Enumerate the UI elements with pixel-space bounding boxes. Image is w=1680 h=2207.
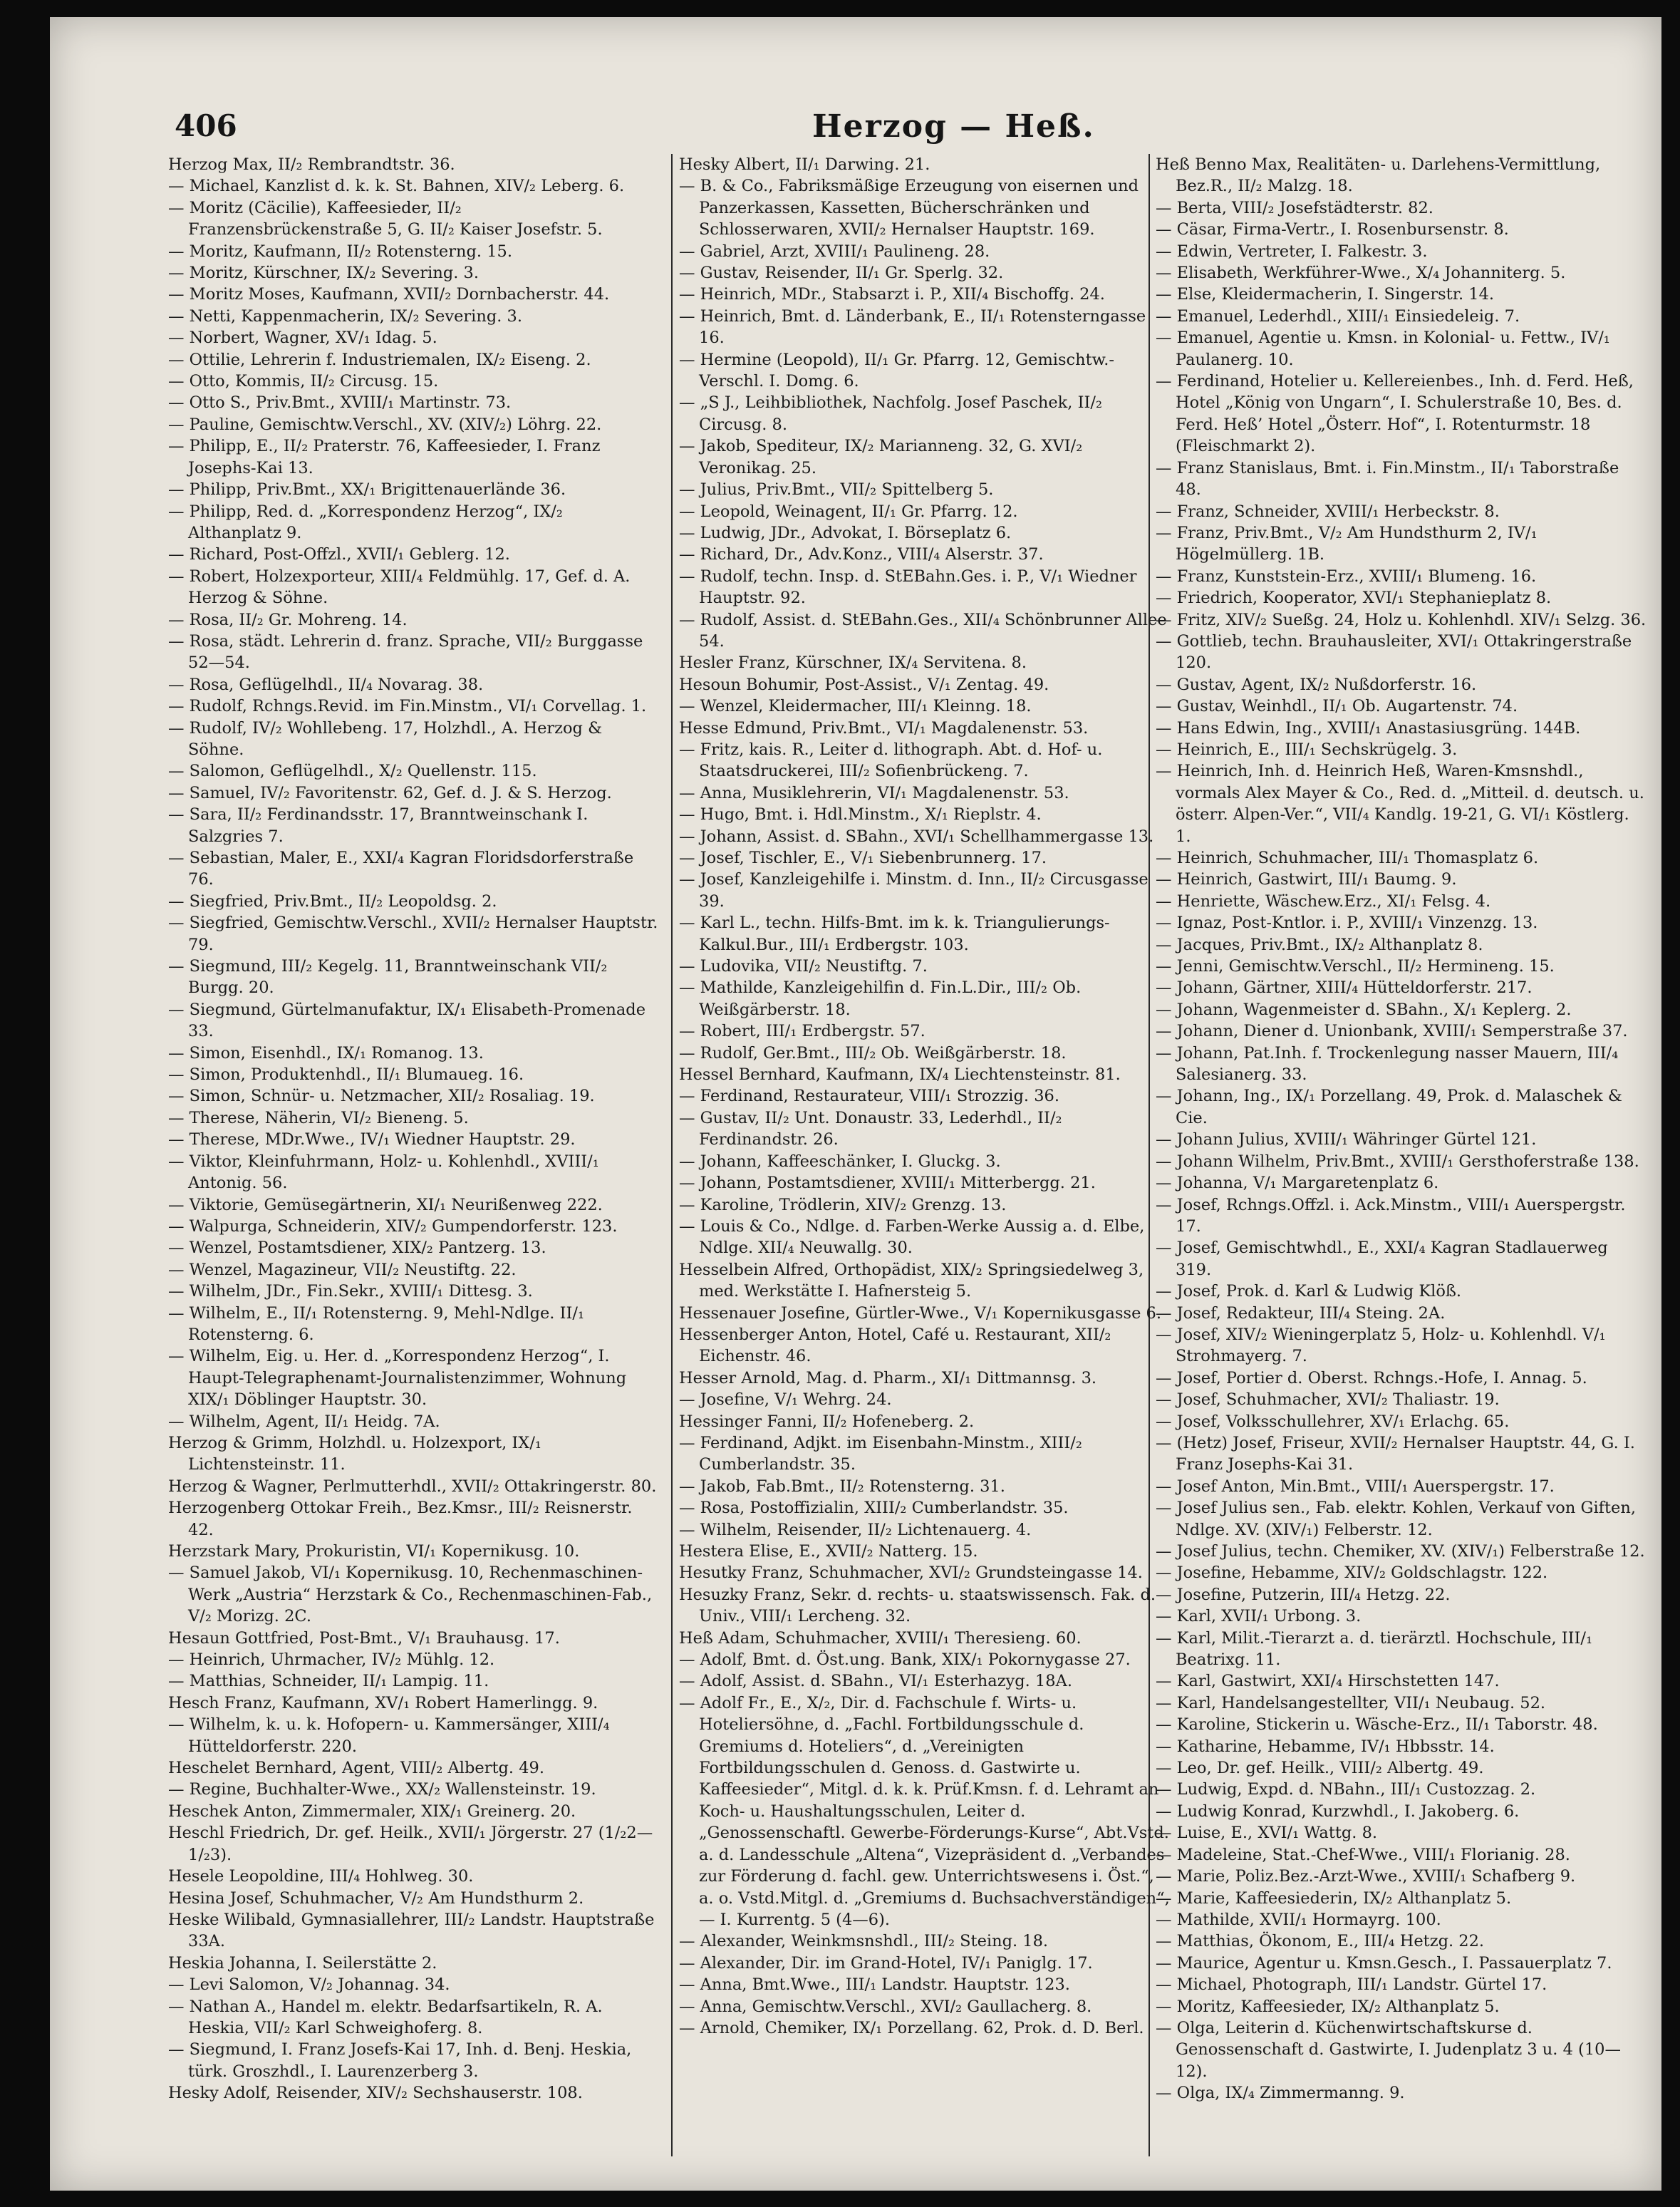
directory-entry: — Gabriel, Arzt, XVIII/₁ Paulineng. 28.: [679, 242, 990, 261]
directory-entry: — Regine, Buchhalter-Wwe., XX/₂ Wallensteinstr. 19.: [168, 1780, 596, 1799]
directory-entry: — Nathan A., Handel m. elektr. Bedarfsartikeln, R. A. Heskia, VII/₂ Karl Schweighoferg. 8.: [168, 1997, 603, 2037]
directory-entry: — Alexander, Dir. im Grand-Hotel, IV/₁ Paniglg. 17.: [679, 1953, 1093, 1973]
directory-entry: — Marie, Poliz.Bez.-Arzt-Wwe., XVIII/₁ Schafberg 9.: [1156, 1867, 1576, 1886]
directory-entry: — Rudolf, Assist. d. StEBahn.Ges., XII/₄ Schönbrunner Allee 54.: [679, 610, 1167, 651]
directory-entry: Herzogenberg Ottokar Freih., Bez.Kmsr., III/₂ Reisnerstr. 42.: [168, 1499, 633, 1539]
directory-entry: — Adolf Fr., E., X/₂, Dir. d. Fachschule f. Wirts- u. Hoteliersöhne, d. „Fachl. Fortbildungsschule d. Gremiums d. Hoteliers“, d. „Vereinigten Fortbildungsschulen d. Genoss. d. Gastwirte u. Kaffeesieder“, Mitgl. d. k. k. Prüf.Kmsn. f. d. Lehramt an Koch- u. Haushaltungsschulen, Leiter d. „Genossenschaftl. Gewerbe-Förderungs-Kurse“, Abt.Vstd. a. d. Landesschule „Altena“, Vizepräsident d. „Verbandes zur Förderung d. fachl. gew. Unterrichtswesens i. Öst.“, a. o. Vstd.Mitgl. d. „Gremiums d. Buchsachverständigen“, — I. Kurrentg. 5 (4—6).: [679, 1693, 1170, 1929]
directory-entry: — Johann, Assist. d. SBahn., XVI/₁ Schellhammergasse 13.: [679, 827, 1154, 846]
directory-entry: — Otto, Kommis, II/₂ Circusg. 15.: [168, 372, 439, 391]
directory-entry: — Fritz, XIV/₂ Sueßg. 24, Holz u. Kohlenhdl. XIV/₁ Selzg. 36.: [1156, 610, 1647, 629]
directory-entry: Heschelet Bernhard, Agent, VIII/₂ Albertg. 49.: [168, 1759, 544, 1778]
directory-entry: — Katharine, Hebamme, IV/₁ Hbbsstr. 14.: [1156, 1737, 1495, 1756]
directory-entry: Hesler Franz, Kürschner, IX/₄ Servitena. 8.: [679, 653, 1027, 673]
directory-entry: — Johann Wilhelm, Priv.Bmt., XVIII/₁ Gersthoferstraße 138.: [1156, 1152, 1639, 1171]
directory-entry: — Hugo, Bmt. i. Hdl.Minstm., X/₁ Rieplstr. 4.: [679, 805, 1042, 825]
directory-entry: — Hans Edwin, Ing., XVIII/₁ Anastasiusgrüng. 144B.: [1156, 718, 1581, 738]
directory-entry: — Karl, XVII/₁ Urbong. 3.: [1156, 1607, 1362, 1626]
directory-entry: — Josef, Tischler, E., V/₁ Siebenbrunnerg. 17.: [679, 849, 1047, 867]
directory-entry: Herzog Max, II/₂ Rembrandtstr. 36.: [168, 155, 455, 174]
directory-entry: — Siegmund, Gürtelmanufaktur, IX/₁ Elisabeth-Promenade 33.: [168, 1000, 646, 1041]
directory-entry: — Josef Julius, techn. Chemiker, XV. (XIV/₁) Felberstraße 12.: [1156, 1542, 1645, 1561]
directory-entry: — Johann, Gärtner, XIII/₄ Hütteldorferstr. 217.: [1156, 978, 1533, 998]
directory-entry: — Franz, Priv.Bmt., V/₂ Am Hundsthurm 2, IV/₁ Högelmüllerg. 1B.: [1156, 523, 1538, 564]
directory-entry: — Arnold, Chemiker, IX/₁ Porzellang. 62, Prok. d. D. Berl.: [679, 2018, 1144, 2037]
column-2: [679, 154, 1171, 2156]
directory-entry: — Anna, Musiklehrerin, VI/₁ Magdalenenstr. 53.: [679, 783, 1069, 802]
directory-entry: — Anna, Gemischtw.Verschl., XVI/₂ Gaullacherg. 8.: [679, 1997, 1092, 2016]
directory-entry: — Ludwig, Expd. d. NBahn., III/₁ Custozzag. 2.: [1156, 1780, 1536, 1799]
directory-entry: — Karl, Milit.-Tierarzt a. d. tierärztl. Hochschule, III/₁ Beatrixg. 11.: [1156, 1628, 1593, 1670]
directory-entry: — Moritz, Kaufmann, II/₂ Rotensterng. 15.: [168, 242, 512, 261]
directory-entry: — Ludovika, VII/₂ Neustiftg. 7.: [679, 957, 928, 976]
directory-entry: — Wilhelm, JDr., Fin.Sekr., XVIII/₁ Dittesg. 3.: [168, 1282, 533, 1301]
page-number: 406: [175, 108, 237, 143]
directory-entry: — Rosa, städt. Lehrerin d. franz. Sprache, VII/₂ Burggasse 52—54.: [168, 631, 643, 673]
directory-entry: — Rudolf, IV/₂ Wohllebeng. 17, Holzhdl., A. Herzog & Söhne.: [168, 718, 603, 759]
directory-entry: — Alexander, Weinkmsnshdl., III/₂ Steing. 18.: [679, 1932, 1049, 1951]
directory-entry: — Mathilde, Kanzleigehilfin d. Fin.L.Dir., III/₂ Ob. Weißgärberstr. 18.: [679, 978, 1082, 1019]
directory-entry: — Josef, Schuhmacher, XVI/₂ Thaliastr. 19.: [1156, 1390, 1500, 1410]
directory-entry: — Josefine, Hebamme, XIV/₂ Goldschlagstr. 122.: [1156, 1563, 1548, 1583]
directory-entry: — Gottlieb, techn. Brauhausleiter, XVI/₁ Ottakringerstraße 120.: [1156, 631, 1632, 673]
column-1: [168, 154, 660, 2156]
directory-entry: — Ferdinand, Hotelier u. Kellereienbes., Inh. d. Ferd. Heß, Hotel „König von Ungarn“, I. Schulerstraße 10, Bes. d. Ferd. Heß’ Hotel „Österr. Hof“, I. Rotenturmstr. 18 (Fleischmarkt 2).: [1156, 372, 1634, 456]
directory-entry: — Heinrich, Gastwirt, III/₁ Baumg. 9.: [1156, 870, 1457, 889]
directory-entry: — Josef, XIV/₂ Wieningerplatz 5, Holz- u. Kohlenhdl. V/₁ Strohmayerg. 7.: [1156, 1325, 1606, 1366]
directory-entry: — Sara, II/₂ Ferdinandsstr. 17, Branntweinschank I. Salzgries 7.: [168, 805, 588, 846]
directory-entry: — Josef, Prok. d. Karl & Ludwig Klöß.: [1156, 1282, 1462, 1301]
directory-entry: Hesser Arnold, Mag. d. Pharm., XI/₁ Dittmannsg. 3.: [679, 1368, 1097, 1387]
directory-entry: Heschl Friedrich, Dr. gef. Heilk., XVII/₁ Jörgerstr. 27 (1/₂2—1/₂3).: [168, 1824, 653, 1864]
directory-entry: Heske Wilibald, Gymnasiallehrer, III/₂ Landstr. Hauptstraße 33A.: [168, 1910, 655, 1951]
directory-entry: — Franz, Kunststein-Erz., XVIII/₁ Blumeng. 16.: [1156, 567, 1537, 586]
directory-entry: — „S J., Leihbibliothek, Nachfolg. Josef Paschek, II/₂ Circusg. 8.: [679, 393, 1102, 434]
directory-entry: — Karl, Handelsangestellter, VII/₁ Neubaug. 52.: [1156, 1693, 1546, 1712]
directory-entry: — Cäsar, Firma-Vertr., I. Rosenbursenstr. 8.: [1156, 220, 1509, 239]
directory-entry: Heschek Anton, Zimmermaler, XIX/₁ Greinerg. 20.: [168, 1802, 576, 1821]
directory-entry: — Hermine (Leopold), II/₁ Gr. Pfarrg. 12, Gemischtw.-Verschl. I. Domg. 6.: [679, 350, 1115, 391]
directory-entry: — Luise, E., XVI/₁ Wattg. 8.: [1156, 1824, 1378, 1843]
directory-entry: — Mathilde, XVII/₁ Hormayrg. 100.: [1156, 1910, 1441, 1929]
directory-entry: — Ottilie, Lehrerin f. Industriemalen, IX/₂ Eiseng. 2.: [168, 350, 591, 369]
directory-entry: Hessenauer Josefine, Gürtler-Wwe., V/₁ Kopernikusgasse 6.: [679, 1303, 1161, 1323]
directory-entry: — Josef, Portier d. Oberst. Rchngs.-Hofe, I. Annag. 5.: [1156, 1368, 1587, 1387]
directory-entry: — Salomon, Geflügelhdl., X/₂ Quellenstr. 115.: [168, 762, 537, 781]
directory-entry: — Heinrich, Bmt. d. Länderbank, E., II/₁ Rotensterngasse 16.: [679, 306, 1146, 348]
directory-entry: Hesch Franz, Kaufmann, XV/₁ Robert Hamerlingg. 9.: [168, 1693, 598, 1712]
directory-entry: — Gustav, II/₂ Unt. Donaustr. 33, Lederhdl., II/₂ Ferdinandstr. 26.: [679, 1108, 1062, 1149]
directory-entry: — Jenni, Gemischtw.Verschl., II/₂ Hermineng. 15.: [1156, 957, 1555, 976]
directory-entry: — Heinrich, E., III/₁ Sechskrügelg. 3.: [1156, 740, 1458, 759]
directory-entry: — Fritz, kais. R., Leiter d. lithograph. Abt. d. Hof- u. Staatsdruckerei, III/₂ Sofienbrückeng. 7.: [679, 740, 1103, 781]
directory-entry: — Wilhelm, Reisender, II/₂ Lichtenauerg. 4.: [679, 1520, 1032, 1539]
directory-entry: — Josef, Volksschullehrer, XV/₁ Erlachg. 65.: [1156, 1412, 1510, 1431]
directory-entry: — Philipp, Priv.Bmt., XX/₁ Brigittenauerlände 36.: [168, 480, 566, 500]
directory-entry: — Rudolf, techn. Insp. d. StEBahn.Ges. i. P., V/₁ Wiedner Hauptstr. 92.: [679, 567, 1137, 608]
directory-entry: — Siegfried, Priv.Bmt., II/₂ Leopoldsg. 2.: [168, 891, 497, 911]
directory-entry: Hesoun Bohumir, Post-Assist., V/₁ Zentag. 49.: [679, 675, 1049, 694]
directory-entry: — Rudolf, Rchngs.Revid. im Fin.Minstm., VI/₁ Corvellag. 1.: [168, 697, 647, 716]
directory-entry: — Heinrich, Uhrmacher, IV/₂ Mühlg. 12.: [168, 1650, 495, 1670]
directory-entry: — Otto S., Priv.Bmt., XVIII/₁ Martinstr. 73.: [168, 393, 512, 413]
directory-entry: — Therese, MDr.Wwe., IV/₁ Wiedner Hauptstr. 29.: [168, 1130, 576, 1149]
directory-entry: — Karl L., techn. Hilfs-Bmt. im k. k. Triangulierungs-Kalkul.Bur., III/₁ Erdbergstr. 103.: [679, 914, 1110, 954]
directory-entry: — Johann Julius, XVIII/₁ Währinger Gürtel 121.: [1156, 1130, 1537, 1149]
directory-entry: — Ferdinand, Adjkt. im Eisenbahn-Minstm., XIII/₂ Cumberlandstr. 35.: [679, 1433, 1082, 1474]
directory-entry: — Robert, Holzexporteur, XIII/₄ Feldmühlg. 17, Gef. d. A. Herzog & Söhne.: [168, 567, 631, 608]
directory-entry: — Simon, Eisenhdl., IX/₁ Romanog. 13.: [168, 1043, 484, 1063]
directory-entry: — B. & Co., Fabriksmäßige Erzeugung von eisernen und Panzerkassen, Kassetten, Bücherschränken und Schlosserwaren, XVII/₂ Hernalser Hauptstr. 169.: [679, 177, 1139, 239]
directory-entry: — Wenzel, Kleidermacher, III/₁ Kleinng. 18.: [679, 697, 1032, 716]
directory-entry: — Adolf, Assist. d. SBahn., VI/₁ Esterhazyg. 18A.: [679, 1672, 1072, 1691]
directory-entry: — Franz, Schneider, XVIII/₁ Herbeckstr. 8.: [1156, 502, 1500, 521]
directory-entry: — Gustav, Reisender, II/₁ Gr. Sperlg. 32.: [679, 264, 1004, 283]
directory-entry: — Moritz (Cäcilie), Kaffeesieder, II/₂ Franzensbrückenstraße 5, G. II/₂ Kaiser Josefstr. 5.: [168, 198, 603, 239]
directory-entry: — Henriette, Wäschew.Erz., XI/₁ Felsg. 4.: [1156, 891, 1491, 911]
directory-entry: — Walpurga, Schneiderin, XIV/₂ Gumpendorferstr. 123.: [168, 1216, 618, 1236]
directory-entry: Hesky Adolf, Reisender, XIV/₂ Sechshauserstr. 108.: [168, 2084, 583, 2103]
directory-entry: — Johann, Ing., IX/₁ Porzellang. 49, Prok. d. Malaschek & Cie.: [1156, 1087, 1622, 1127]
directory-entry: — Heinrich, Inh. d. Heinrich Heß, Waren-Kmsnshdl., vormals Alex Mayer & Co., Red. d. „Mitteil. d. deutsch. u. österr. Alpen-Ver.“, VII/₄ Kandlg. 19-21, G. VI/₁ Köstlerg. 1.: [1156, 762, 1644, 846]
directory-entry: — Josef, Gemischtwhdl., E., XXI/₄ Kagran Stadlauerweg 319.: [1156, 1239, 1608, 1279]
directory-entry: — Ludwig Konrad, Kurzwhdl., I. Jakoberg. 6.: [1156, 1802, 1520, 1821]
directory-entry: — Else, Kleidermacherin, I. Singerstr. 14.: [1156, 285, 1495, 304]
directory-entry: — Wenzel, Magazineur, VII/₂ Neustiftg. 22.: [168, 1260, 517, 1279]
directory-entry: Heß Adam, Schuhmacher, XVIII/₁ Theresieng. 60.: [679, 1628, 1082, 1648]
directory-entry: Hesutky Franz, Schuhmacher, XVI/₂ Grundsteingasse 14.: [679, 1563, 1143, 1583]
directory-entry: — Netti, Kappenmacherin, IX/₂ Severing. 3.: [168, 306, 523, 326]
directory-entry: Hesky Albert, II/₁ Darwing. 21.: [679, 155, 930, 174]
directory-entry: — Johann, Wagenmeister d. SBahn., X/₁ Keplerg. 2.: [1156, 1000, 1572, 1019]
directory-entry: — Gustav, Agent, IX/₂ Nußdorferstr. 16.: [1156, 675, 1477, 694]
directory-entry: Hesaun Gottfried, Post-Bmt., V/₁ Brauhausg. 17.: [168, 1628, 560, 1648]
directory-entry: Heß Benno Max, Realitäten- u. Darlehens-Vermittlung, Bez.R., II/₂ Malzg. 18.: [1156, 155, 1601, 196]
directory-entry: — Michael, Photograph, III/₁ Landstr. Gürtel 17.: [1156, 1975, 1547, 1995]
directory-entry: — Simon, Schnür- u. Netzmacher, XII/₂ Rosaliag. 19.: [168, 1087, 595, 1106]
directory-entry: — Levi Salomon, V/₂ Johannag. 34.: [168, 1975, 450, 1995]
directory-entry: — Emanuel, Agentie u. Kmsn. in Kolonial- u. Fettw., IV/₁ Paulanerg. 10.: [1156, 329, 1610, 369]
directory-entry: — Olga, Leiterin d. Küchenwirtschaftskurse d. Genossenschaft d. Gastwirte, I. Judenplatz 3 u. 4 (10—12).: [1156, 2018, 1621, 2081]
directory-entry: — Leo, Dr. gef. Heilk., VIII/₂ Albertg. 49.: [1156, 1759, 1484, 1778]
directory-entry: — Wilhelm, Eig. u. Her. d. „Korrespondenz Herzog“, I. Haupt-Telegraphenamt-Journalistenzimmer, Wohnung XIX/₁ Döblinger Hauptstr. 30.: [168, 1347, 627, 1410]
directory-entry: — Rosa, Postoffizialin, XIII/₂ Cumberlandstr. 35.: [679, 1499, 1069, 1518]
directory-entry: — Moritz Moses, Kaufmann, XVII/₂ Dornbacherstr. 44.: [168, 285, 610, 304]
directory-entry: — Josef Anton, Min.Bmt., VIII/₁ Auerspergstr. 17.: [1156, 1477, 1555, 1496]
directory-entry: — Karoline, Stickerin u. Wäsche-Erz., II/₁ Taborstr. 48.: [1156, 1715, 1598, 1735]
directory-entry: — Olga, IX/₄ Zimmermanng. 9.: [1156, 2084, 1405, 2103]
directory-entry: — Johann, Pat.Inh. f. Trockenlegung nasser Mauern, III/₄ Salesianerg. 33.: [1156, 1043, 1619, 1085]
directory-entry: — Moritz, Kürschner, IX/₂ Severing. 3.: [168, 264, 479, 283]
directory-entry: — Viktor, Kleinfuhrmann, Holz- u. Kohlenhdl., XVIII/₁ Antonig. 56.: [168, 1152, 599, 1193]
directory-entry: Hesele Leopoldine, III/₄ Hohlweg. 30.: [168, 1867, 474, 1886]
directory-entry: — Heinrich, Schuhmacher, III/₁ Thomasplatz 6.: [1156, 849, 1539, 867]
directory-entry: — Josef Julius sen., Fab. elektr. Kohlen, Verkauf von Giften, Ndlge. XV. (XIV/₁) Felberstr. 12.: [1156, 1499, 1636, 1539]
directory-entry: — Rosa, II/₂ Gr. Mohreng. 14.: [168, 610, 408, 629]
directory-entry: — Josefine, V/₁ Wehrg. 24.: [679, 1390, 892, 1410]
directory-entry: — Wenzel, Postamtsdiener, XIX/₂ Pantzerg. 13.: [168, 1239, 546, 1258]
directory-entry: — Ferdinand, Restaurateur, VIII/₁ Strozzig. 36.: [679, 1087, 1059, 1106]
running-title: Herzog — Heß.: [812, 108, 1095, 145]
directory-entry: — Franz Stanislaus, Bmt. i. Fin.Minstm., II/₁ Taborstraße 48.: [1156, 458, 1619, 500]
directory-entry: — Richard, Dr., Adv.Konz., VIII/₄ Alserstr. 37.: [679, 545, 1044, 564]
directory-entry: — Josef, Rchngs.Offzl. i. Ack.Minstm., VIII/₁ Auerspergstr. 17.: [1156, 1195, 1626, 1236]
directory-entry: — Karl, Gastwirt, XXI/₄ Hirschstetten 147.: [1156, 1672, 1500, 1691]
directory-entry: Hesina Josef, Schuhmacher, V/₂ Am Hundsthurm 2.: [168, 1888, 584, 1908]
directory-entry: — Michael, Kanzlist d. k. k. St. Bahnen, XIV/₂ Leberg. 6.: [168, 177, 625, 196]
directory-entry: — Ludwig, JDr., Advokat, I. Börseplatz 6.: [679, 523, 1012, 542]
directory-entry: — Moritz, Kaffeesieder, IX/₂ Althanplatz 5.: [1156, 1997, 1500, 2016]
directory-entry: — Marie, Kaffeesiederin, IX/₂ Althanplatz 5.: [1156, 1888, 1512, 1908]
column-3: [1156, 154, 1647, 2156]
directory-entry: — Philipp, E., II/₂ Praterstr. 76, Kaffeesieder, I. Franz Josephs-Kai 13.: [168, 437, 601, 477]
directory-entry: — Wilhelm, E., II/₁ Rotensterng. 9, Mehl-Ndlge. II/₁ Rotensterng. 6.: [168, 1303, 584, 1344]
directory-entry: — Sebastian, Maler, E., XXI/₄ Kagran Floridsdorferstraße 76.: [168, 849, 634, 889]
directory-entry: — Siegfried, Gemischtw.Verschl., XVII/₂ Hernalser Hauptstr. 79.: [168, 914, 658, 954]
directory-entry: — Josefine, Putzerin, III/₄ Hetzg. 22.: [1156, 1585, 1451, 1604]
directory-entry: — Elisabeth, Werkführer-Wwe., X/₄ Johanniterg. 5.: [1156, 264, 1566, 283]
directory-entry: — Madeleine, Stat.-Chef-Wwe., VIII/₁ Florianig. 28.: [1156, 1845, 1570, 1864]
directory-entry: — Louis & Co., Ndlge. d. Farben-Werke Aussig a. d. Elbe, Ndlge. XII/₄ Neuwallg. 30.: [679, 1216, 1145, 1258]
column-divider: [671, 154, 673, 2156]
directory-entry: — Ignaz, Post-Kntlor. i. P., XVIII/₁ Vinzenzg. 13.: [1156, 914, 1538, 933]
directory-entry: — Philipp, Red. d. „Korrespondenz Herzog“, IX/₂ Althanplatz 9.: [168, 502, 563, 542]
directory-page: [50, 17, 1661, 2191]
directory-entry: — Siegmund, I. Franz Josefs-Kai 17, Inh. d. Benj. Heskia, türk. Groszhdl., I. Laurenzerberg 3.: [168, 2040, 632, 2081]
directory-entry: — Johann, Kaffeeschänker, I. Gluckg. 3.: [679, 1152, 1001, 1171]
directory-entry: — Emanuel, Lederhdl., XIII/₁ Einsiedeleig. 7.: [1156, 306, 1520, 326]
directory-entry: — Julius, Priv.Bmt., VII/₂ Spittelberg 5.: [679, 480, 994, 500]
directory-entry: — Richard, Post-Offzl., XVII/₁ Geblerg. 12.: [168, 545, 510, 564]
directory-entry: — Viktorie, Gemüsegärtnerin, XI/₁ Neurißenweg 222.: [168, 1195, 603, 1214]
directory-entry: — Gustav, Weinhdl., II/₁ Ob. Augartenstr. 74.: [1156, 697, 1518, 716]
directory-entry: — Samuel, IV/₂ Favoritenstr. 62, Gef. d. J. & S. Herzog.: [168, 783, 612, 802]
directory-entry: — Matthias, Schneider, II/₁ Lampig. 11.: [168, 1672, 489, 1691]
directory-entry: — Jacques, Priv.Bmt., IX/₂ Althanplatz 8.: [1156, 935, 1483, 954]
directory-entry: — Josef, Redakteur, III/₄ Steing. 2A.: [1156, 1303, 1446, 1323]
directory-entry: — Maurice, Agentur u. Kmsn.Gesch., I. Passauerplatz 7.: [1156, 1953, 1612, 1973]
directory-entry: — Matthias, Ökonom, E., III/₄ Hetzg. 22.: [1156, 1932, 1485, 1951]
directory-entry: Herzog & Grimm, Holzhdl. u. Holzexport, IX/₁ Lichtensteinstr. 11.: [168, 1433, 541, 1474]
directory-entry: — Edwin, Vertreter, I. Falkestr. 3.: [1156, 242, 1428, 261]
directory-entry: — Friedrich, Kooperator, XVI/₁ Stephanieplatz 8.: [1156, 589, 1552, 608]
directory-entry: Hessinger Fanni, II/₂ Hofeneberg. 2.: [679, 1412, 975, 1431]
directory-entry: — Rudolf, Ger.Bmt., III/₂ Ob. Weißgärberstr. 18.: [679, 1043, 1067, 1063]
directory-entry: — Adolf, Bmt. d. Öst.ung. Bank, XIX/₁ Pokornygasse 27.: [679, 1650, 1131, 1670]
directory-entry: — Jakob, Spediteur, IX/₂ Marianneng. 32, G. XVI/₂ Veronikag. 25.: [679, 437, 1083, 477]
directory-entry: — Siegmund, III/₂ Kegelg. 11, Branntweinschank VII/₂ Burgg. 20.: [168, 957, 608, 998]
directory-entry: Hesselbein Alfred, Orthopädist, XIX/₂ Springsiedelweg 3, med. Werkstätte I. Hafnersteig 5.: [679, 1260, 1144, 1301]
directory-entry: Hessel Bernhard, Kaufmann, IX/₄ Liechtensteinstr. 81.: [679, 1065, 1121, 1085]
directory-entry: — Therese, Näherin, VI/₂ Bieneng. 5.: [168, 1108, 469, 1127]
directory-entry: — Johanna, V/₁ Margaretenplatz 6.: [1156, 1174, 1439, 1193]
directory-entry: — (Hetz) Josef, Friseur, XVII/₂ Hernalser Hauptstr. 44, G. I. Franz Josephs-Kai 31.: [1156, 1433, 1635, 1474]
directory-entry: Heskia Johanna, I. Seilerstätte 2.: [168, 1953, 437, 1973]
directory-entry: — Samuel Jakob, VI/₁ Kopernikusg. 10, Rechenmaschinen-Werk „Austria“ Herzstark & Co., Rechenmaschinen-Fab., V/₂ Morizg. 2C.: [168, 1563, 653, 1626]
directory-entry: — Heinrich, MDr., Stabsarzt i. P., XII/₄ Bischoffg. 24.: [679, 285, 1105, 304]
directory-entry: — Berta, VIII/₂ Josefstädterstr. 82.: [1156, 198, 1433, 217]
directory-entry: Herzstark Mary, Prokuristin, VI/₁ Kopernikusg. 10.: [168, 1542, 580, 1561]
directory-entry: — Robert, III/₁ Erdbergstr. 57.: [679, 1022, 925, 1041]
directory-entry: Hesuzky Franz, Sekr. d. rechts- u. staatswissensch. Fak. d. Univ., VIII/₁ Lercheng. 32.: [679, 1585, 1156, 1626]
directory-entry: — Johann, Postamtsdiener, XVIII/₁ Mitterbergg. 21.: [679, 1174, 1096, 1193]
directory-entry: — Josef, Kanzleigehilfe i. Minstm. d. Inn., II/₂ Circusgasse 39.: [679, 870, 1148, 911]
directory-entry: — Jakob, Fab.Bmt., II/₂ Rotensterng. 31.: [679, 1477, 1005, 1496]
directory-entry: — Johann, Diener d. Unionbank, XVIII/₁ Semperstraße 37.: [1156, 1022, 1628, 1041]
directory-entry: Hessenberger Anton, Hotel, Café u. Restaurant, XII/₂ Eichenstr. 46.: [679, 1325, 1111, 1366]
directory-entry: — Rosa, Geflügelhdl., II/₄ Novarag. 38.: [168, 675, 484, 694]
directory-entry: Hestera Elise, E., XVII/₂ Natterg. 15.: [679, 1542, 978, 1561]
directory-entry: — Norbert, Wagner, XV/₁ Idag. 5.: [168, 329, 437, 348]
directory-entry: — Anna, Bmt.Wwe., III/₁ Landstr. Hauptstr. 123.: [679, 1975, 1070, 1995]
directory-entry: Hesse Edmund, Priv.Bmt., VI/₁ Magdalenenstr. 53.: [679, 718, 1089, 738]
directory-entry: — Simon, Produktenhdl., II/₁ Blumaueg. 16.: [168, 1065, 524, 1085]
directory-entry: — Wilhelm, Agent, II/₁ Heidg. 7A.: [168, 1412, 440, 1431]
directory-entry: — Wilhelm, k. u. k. Hofopern- u. Kammersänger, XIII/₄ Hütteldorferstr. 220.: [168, 1715, 610, 1756]
directory-entry: — Karoline, Trödlerin, XIV/₂ Grenzg. 13.: [679, 1195, 1007, 1214]
directory-entry: — Leopold, Weinagent, II/₁ Gr. Pfarrg. 12.: [679, 502, 1018, 521]
directory-entry: Herzog & Wagner, Perlmutterhdl., XVII/₂ Ottakringerstr. 80.: [168, 1477, 657, 1496]
directory-entry: — Pauline, Gemischtw.Verschl., XV. (XIV/₂) Löhrg. 22.: [168, 415, 602, 434]
